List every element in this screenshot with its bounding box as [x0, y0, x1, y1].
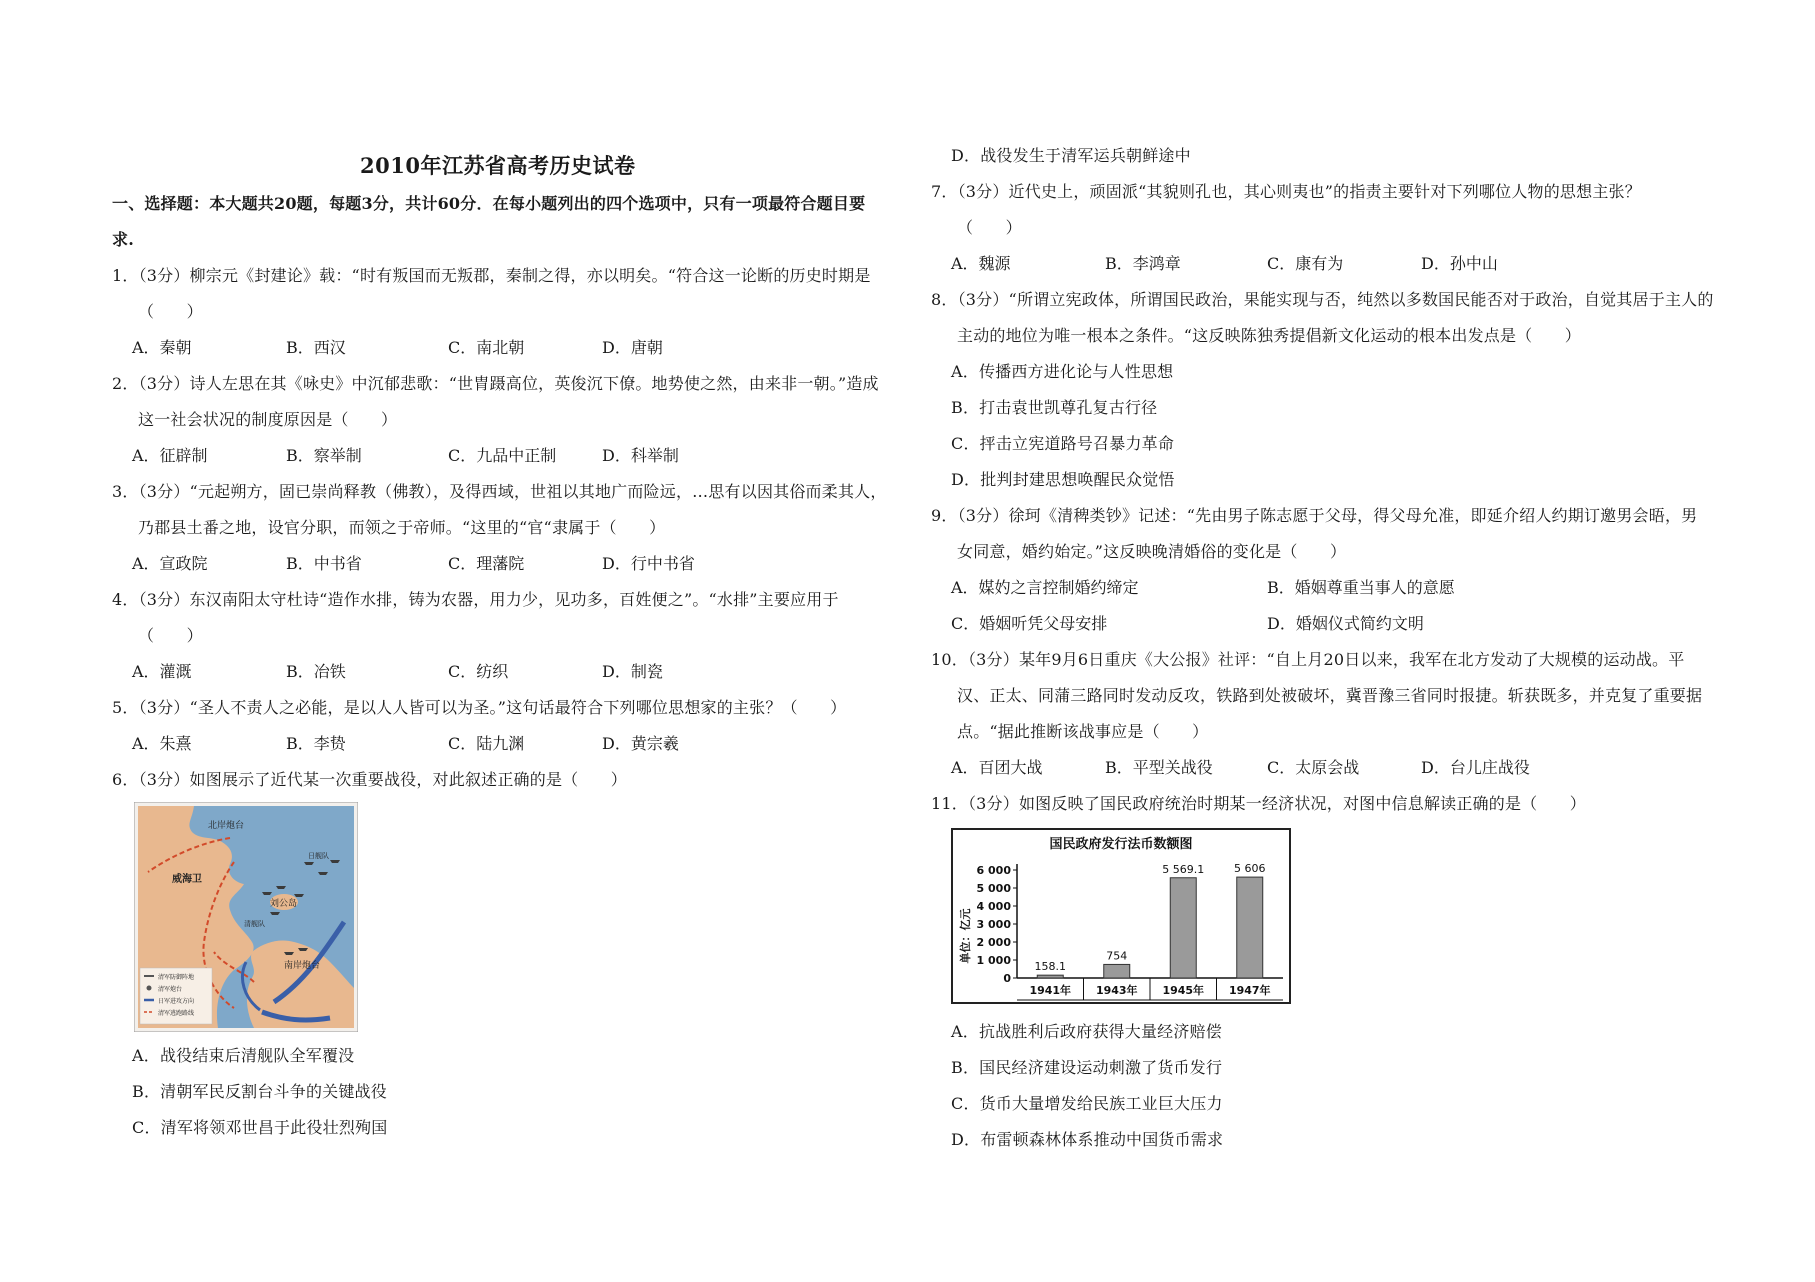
question-9-option-c[interactable]: C．婚姻听凭父母安排	[951, 614, 1108, 633]
data-label: 158.1	[1034, 960, 1066, 974]
x-tick-label: 1941年	[1029, 984, 1072, 997]
question-5-text: 5．（3分）“圣人不责人之必能，是以人人皆可以为圣。”这句话最符合下列哪位思想家的主张？（ ）	[112, 698, 847, 717]
question-7-text: （ ）	[957, 218, 1022, 237]
section-heading: 一、选择题：本大题共20题，每题3分，共计60分．在每小题列出的四个选项中，只有一项最符合题目要	[112, 194, 866, 213]
question-10-option-d[interactable]: D．台儿庄战役	[1421, 758, 1530, 777]
section-heading-cont: 求.	[112, 230, 134, 249]
question-8-option-c[interactable]: C．抨击立宪道路号召暴力革命	[951, 434, 1175, 453]
label-japan-fleet: 日舰队	[308, 852, 329, 860]
bar	[1104, 964, 1130, 978]
question-8-option-b[interactable]: B．打击袁世凯尊孔复古行径	[951, 398, 1158, 417]
label-liugong: 刘公岛	[270, 899, 298, 909]
legend-label: 清军逃跑路线	[158, 1010, 195, 1017]
question-8-text: 8．（3分）“所谓立宪政体，所谓国民政治，果能实现与否，纯然以多数国民能否对于政治，自觉其居于主人的	[931, 290, 1714, 309]
question-4-option-d[interactable]: D．制瓷	[602, 662, 663, 681]
question-9-option-a[interactable]: A．媒妁之言控制婚约缔定	[951, 578, 1139, 597]
question-11-option-c[interactable]: C．货币大量增发给民族工业巨大压力	[951, 1094, 1223, 1113]
question-10-option-a[interactable]: A．百团大战	[951, 758, 1043, 777]
question-8-option-a[interactable]: A．传播西方进化论与人性思想	[951, 362, 1174, 381]
question-7-text: 7．（3分）近代史上，顽固派“其貌则孔也，其心则夷也”的指责主要针对下列哪位人物的思想主张？	[931, 182, 1641, 201]
question-6-option-a[interactable]: A．战役结束后清舰队全军覆没	[132, 1046, 355, 1065]
question-1-option-a[interactable]: A．秦朝	[132, 338, 192, 357]
question-10-option-b[interactable]: B．平型关战役	[1105, 758, 1213, 777]
bar	[1237, 877, 1263, 978]
y-tick-label: 3 000	[976, 918, 1011, 931]
question-4-option-a[interactable]: A．灌溉	[132, 662, 192, 681]
question-4-text: （ ）	[138, 626, 203, 645]
question-2-text: 2．（3分）诗人左思在其《咏史》中沉郁悲歌：“世胄蹑高位，英俊沉下僚。地势使之然，由来非一朝。”造成	[112, 374, 879, 393]
question-6-text: 6．（3分）如图展示了近代某一次重要战役，对此叙述正确的是（ ）	[112, 770, 627, 789]
currency-chart-figure	[951, 828, 1291, 1004]
question-3-option-a[interactable]: A．宣政院	[132, 554, 208, 573]
question-3-option-d[interactable]: D．行中书省	[602, 554, 695, 573]
question-7-option-a[interactable]: A．魏源	[951, 254, 1011, 273]
bar	[1037, 975, 1063, 978]
question-5-option-b[interactable]: B．李贽	[286, 734, 346, 753]
question-5-option-d[interactable]: D．黄宗羲	[602, 734, 679, 753]
question-9-text: 9．（3分）徐珂《清稗类钞》记述：“先由男子陈志愿于父母，得父母允准，即延介绍人约期订邀男会晤，男	[931, 506, 1698, 525]
legend-label: 清军防御阵地	[158, 974, 195, 981]
question-6-option-d[interactable]: D．战役发生于清军运兵朝鲜途中	[951, 146, 1191, 165]
y-tick-label: 2 000	[976, 936, 1011, 949]
question-6-option-b[interactable]: B．清朝军民反割台斗争的关键战役	[132, 1082, 387, 1101]
data-label: 754	[1106, 949, 1128, 963]
question-11-option-d[interactable]: D．布雷顿森林体系推动中国货币需求	[951, 1130, 1224, 1149]
question-5-option-c[interactable]: C．陆九渊	[448, 734, 525, 753]
legend-label: 日军进攻方向	[158, 998, 195, 1005]
question-4-text: 4．（3分）东汉南阳太守杜诗“造作水排，铸为农器，用力少，见功多，百姓便之”。“水排”主要应用于	[112, 590, 839, 609]
map-legend	[140, 968, 212, 1024]
x-tick-label: 1943年	[1095, 984, 1138, 997]
question-4-option-b[interactable]: B．冶铁	[286, 662, 346, 681]
question-7-option-c[interactable]: C．康有为	[1267, 254, 1344, 273]
label-weihaiwei: 威海卫	[172, 874, 202, 885]
bar	[1170, 878, 1196, 978]
question-3-text: 3．（3分）“元起朔方，固已崇尚释教（佛教），及得西域，世祖以其地广而险远，…思有以因其俗而柔其人，	[112, 482, 887, 501]
question-11-option-a[interactable]: A．抗战胜利后政府获得大量经济赔偿	[951, 1022, 1222, 1041]
label-qing-fleet: 清舰队	[244, 920, 265, 928]
question-9-option-d[interactable]: D．婚姻仪式简约文明	[1267, 614, 1424, 633]
question-8-text: 主动的地位为唯一根本之条件。“这反映陈独秀提倡新文化运动的根本出发点是（ ）	[957, 326, 1581, 345]
legend-symbol-fort	[147, 986, 152, 991]
question-3-option-b[interactable]: B．中书省	[286, 554, 362, 573]
question-2-option-c[interactable]: C．九品中正制	[448, 446, 557, 465]
question-1-option-b[interactable]: B．西汉	[286, 338, 346, 357]
data-label: 5 569.1	[1162, 862, 1205, 876]
page-title: 2010年江苏省高考历史试卷	[360, 153, 636, 178]
question-2-option-a[interactable]: A．征辟制	[132, 446, 208, 465]
question-1-option-c[interactable]: C．南北朝	[448, 338, 525, 357]
y-tick-label: 6 000	[976, 864, 1011, 877]
question-8-option-d[interactable]: D．批判封建思想唤醒民众觉悟	[951, 470, 1175, 489]
question-11-option-b[interactable]: B．国民经济建设运动刺激了货币发行	[951, 1058, 1223, 1077]
chart-ylabel: 单位：亿元	[959, 908, 972, 964]
question-1-text: （ ）	[138, 302, 203, 321]
chart-title: 国民政府发行法币数额图	[1049, 837, 1193, 852]
x-tick-label: 1947年	[1228, 984, 1271, 997]
data-label: 5 606	[1234, 862, 1266, 876]
question-9-option-b[interactable]: B．婚姻尊重当事人的意愿	[1267, 578, 1455, 597]
question-5-option-a[interactable]: A．朱熹	[132, 734, 192, 753]
y-tick-label: 0	[1003, 972, 1011, 985]
battle-map-figure	[134, 802, 358, 1032]
question-3-option-c[interactable]: C．理藩院	[448, 554, 525, 573]
question-1-option-d[interactable]: D．唐朝	[602, 338, 663, 357]
question-2-text: 这一社会状况的制度原因是（ ）	[138, 410, 398, 429]
legend-label: 清军炮台	[158, 986, 183, 993]
question-3-text: 乃郡县土番之地，设官分职，而领之于帝师。“这里的“官“隶属于（ ）	[138, 518, 666, 537]
question-6-option-c[interactable]: C．清军将领邓世昌于此役壮烈殉国	[132, 1118, 388, 1137]
y-tick-label: 4 000	[976, 900, 1011, 913]
x-tick-label: 1945年	[1162, 984, 1205, 997]
question-10-text: 10．（3分）某年9月6日重庆《大公报》社评：“自上月20日以来，我军在北方发动了大规模的运动战。平	[931, 650, 1685, 669]
question-11-text: 11．（3分）如图反映了国民政府统治时期某一经济状况，对图中信息解读正确的是（ ）	[931, 794, 1586, 813]
question-9-text: 女同意，婚约始定。”这反映晚清婚俗的变化是（ ）	[957, 542, 1347, 561]
question-10-text: 点。“据此推断该战事应是（ ）	[957, 722, 1209, 741]
question-4-option-c[interactable]: C．纺织	[448, 662, 509, 681]
question-2-option-b[interactable]: B．察举制	[286, 446, 362, 465]
y-tick-label: 1 000	[976, 954, 1011, 967]
question-7-option-d[interactable]: D．孙中山	[1421, 254, 1498, 273]
question-10-option-c[interactable]: C．太原会战	[1267, 758, 1360, 777]
question-10-text: 汉、正太、同蒲三路同时发动反攻，铁路到处被破坏，冀晋豫三省同时报捷。斩获既多，并克复了重要据	[957, 686, 1703, 705]
y-tick-label: 5 000	[976, 882, 1011, 895]
label-south-fort: 南岸炮台	[284, 961, 321, 971]
question-1-text: 1．（3分）柳宗元《封建论》载：“时有叛国而无叛郡，秦制之得，亦以明矣。“符合这一论断的历史时期是	[112, 266, 871, 285]
label-north-fort: 北岸炮台	[208, 821, 245, 831]
question-2-option-d[interactable]: D．科举制	[602, 446, 679, 465]
question-7-option-b[interactable]: B．李鸿章	[1105, 254, 1181, 273]
